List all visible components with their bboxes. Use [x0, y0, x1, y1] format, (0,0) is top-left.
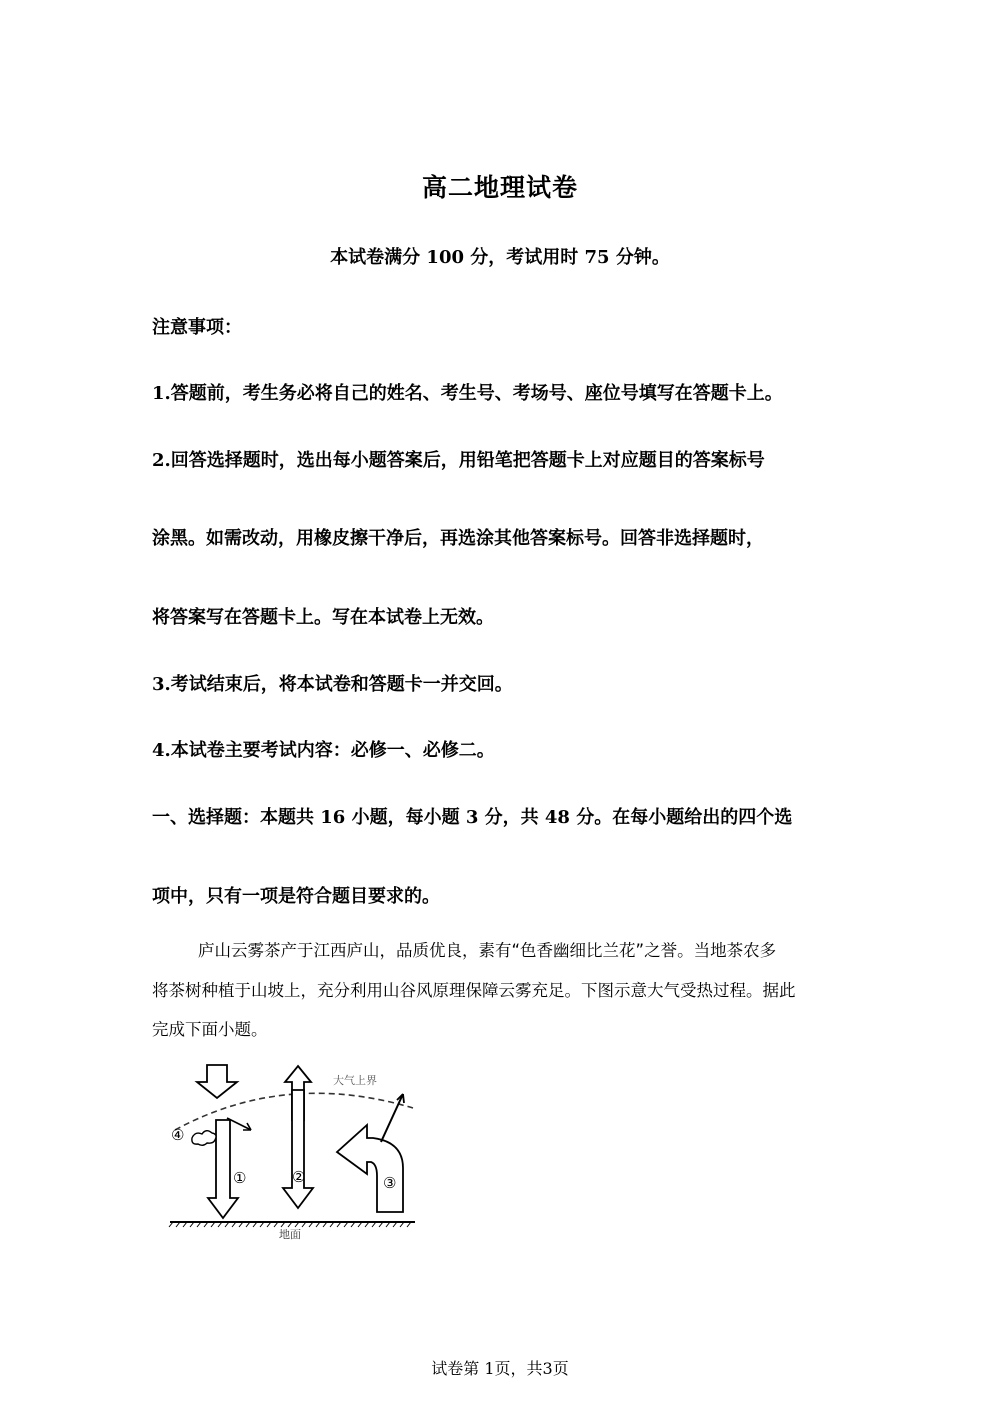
page-footer: 试卷第 1页，共3页: [431, 1359, 569, 1378]
arrow-3: [337, 1125, 403, 1212]
notice-line-3: 涂黑。如需改动，用橡皮擦干净后，再选涂其他答案标号。回答非选择题时，: [152, 528, 764, 549]
atmosphere-heating-diagram: [165, 1060, 425, 1250]
ground-label: 地面: [279, 1228, 301, 1241]
cloud-icon: [192, 1131, 216, 1146]
notice-heading: 注意事项：: [152, 317, 242, 338]
atmosphere-label: 大气上界: [333, 1074, 377, 1087]
passage-line-2: 将茶树种植于山坡上，充分利用山谷风原理保障云雾充足。下图示意大气受热过程。据此: [152, 981, 796, 1000]
notice-line-6: 4.本试卷主要考试内容：必修一、必修二。: [152, 740, 495, 761]
section-heading-line-2: 项中，只有一项是符合题目要求的。: [152, 886, 440, 907]
passage-line-3: 完成下面小题。: [152, 1020, 268, 1039]
notice-line-5: 3.考试结束后，将本试卷和答题卡一并交回。: [152, 674, 513, 695]
solar-radiation-arrow: [197, 1065, 237, 1098]
marker-2: ②: [292, 1168, 306, 1186]
exam-title: 高二地理试卷: [421, 173, 578, 202]
marker-1: ①: [233, 1169, 247, 1187]
section-heading-line-1: 一、选择题：本题共 16 小题，每小题 3 分，共 48 分。在每小题给出的四个选: [152, 807, 793, 828]
escape-arrow: [381, 1094, 403, 1142]
notice-line-1: 1.答题前，考生务必将自己的姓名、考生号、考场号、座位号填写在答题卡上。: [152, 383, 783, 404]
marker-4: ④: [171, 1126, 185, 1144]
arrow-2-down: [283, 1090, 313, 1208]
notice-line-2: 2.回答选择题时，选出每小题答案后，用铅笔把答题卡上对应题目的答案标号: [152, 450, 765, 471]
marker-3: ③: [383, 1174, 397, 1192]
notice-line-4: 将答案写在答题卡上。写在本试卷上无效。: [152, 607, 494, 628]
passage-line-1: 庐山云雾茶产于江西庐山，品质优良，素有“色香幽细比兰花”之誉。当地茶农多: [198, 941, 777, 960]
exam-subtitle: 本试卷满分 100 分，考试用时 75 分钟。: [330, 247, 670, 268]
